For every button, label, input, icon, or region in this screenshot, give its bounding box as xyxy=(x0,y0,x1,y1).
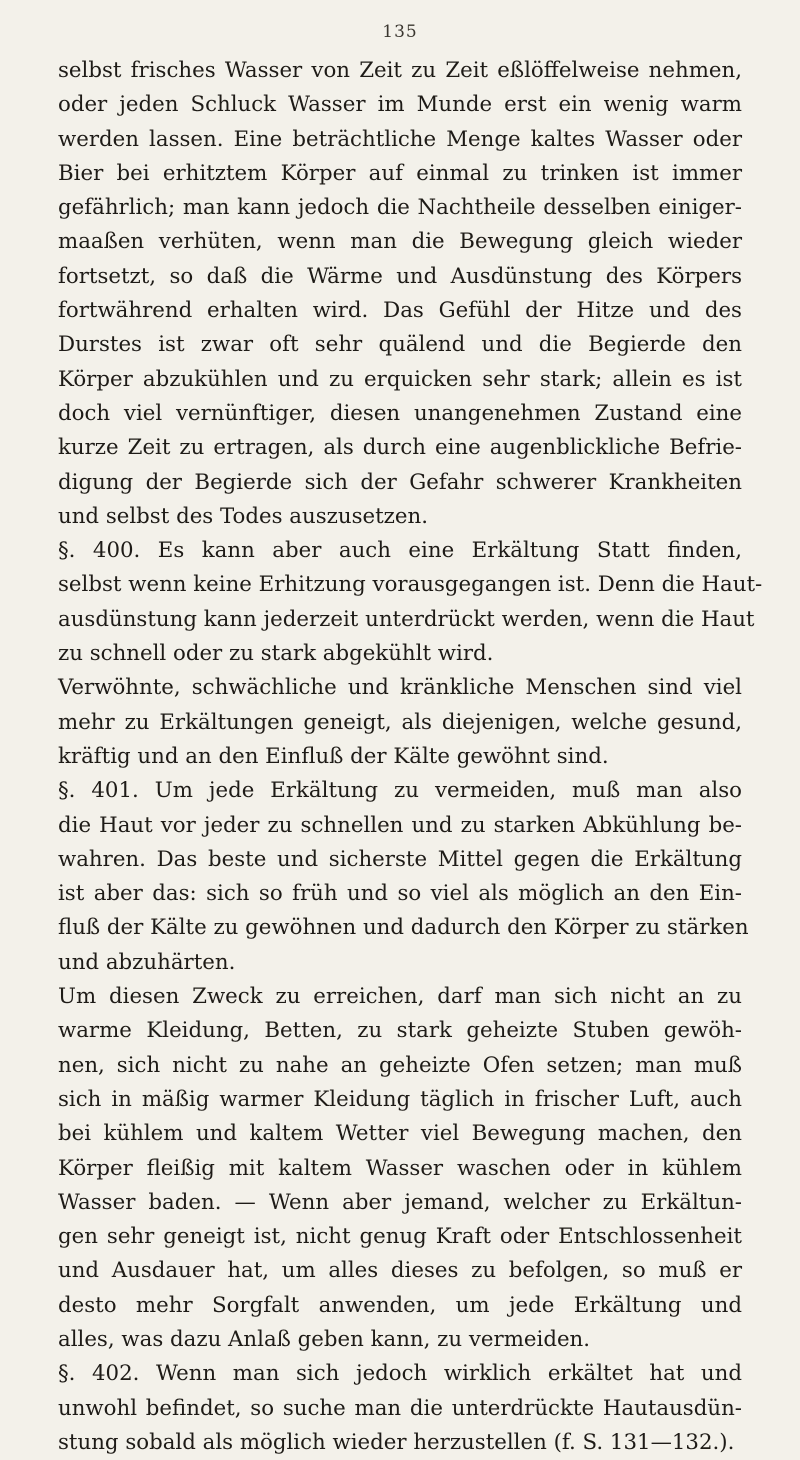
text-line: §. 400. Es kann aber auch eine Erkältung Statt finden, xyxy=(58,538,742,564)
text-line: Um diesen Zweck zu erreichen, darf man sich nicht an zu xyxy=(58,984,742,1010)
text-line: und abzuhärten. xyxy=(58,949,236,975)
text-line: alles, was dazu Anlaß geben kann, zu vermeiden. xyxy=(58,1326,591,1352)
text-line: fortwährend erhalten wird. Das Gefühl der Hitze und des xyxy=(58,298,742,324)
text-line: und selbst des Todes auszusetzen. xyxy=(58,503,428,529)
text-line: gefährlich; man kann jedoch die Nachtheile desselben einiger- xyxy=(58,195,742,221)
text-line: fortsetzt, so daß die Wärme und Ausdünstung des Körpers xyxy=(58,263,742,289)
text-line: sich in mäßig warmer Kleidung täglich in frischer Luft, auch xyxy=(58,1086,742,1112)
text-line: werden lassen. Eine beträchtliche Menge kaltes Wasser oder xyxy=(58,126,742,152)
text-line: warme Kleidung, Betten, zu stark geheizte Stuben gewöh- xyxy=(58,1018,742,1044)
paragraph xyxy=(58,54,742,534)
text-line: unwohl befindet, so suche man die unterdrückte Hautausdün- xyxy=(58,1395,742,1421)
paragraph xyxy=(58,671,742,774)
text-line: kurze Zeit zu ertragen, als durch eine augenblickliche Befrie- xyxy=(58,435,742,461)
text-line: die Haut vor jeder zu schnellen und zu starken Abkühlung be- xyxy=(58,812,742,838)
text-line: stung sobald als möglich wieder herzustellen (f. S. 131—132.). xyxy=(58,1429,735,1455)
text-line: desto mehr Sorgfalt anwenden, um jede Erkältung und xyxy=(58,1292,742,1318)
paragraph xyxy=(58,774,749,980)
paragraph xyxy=(58,980,742,1357)
text-line: wahren. Das beste und sicherste Mittel gegen die Erkältung xyxy=(58,846,742,872)
text-line: oder jeden Schluck Wasser im Munde erst ein wenig warm xyxy=(58,92,742,118)
paragraph xyxy=(58,1357,742,1460)
text-line: §. 401. Um jede Erkältung zu vermeiden, muß man also xyxy=(58,778,742,804)
text-line: Bier bei erhitztem Körper auf einmal zu trinken ist immer xyxy=(58,160,742,186)
text-line: selbst frisches Wasser von Zeit zu Zeit eßlöffelweise nehmen, xyxy=(58,58,742,83)
text-line: Wasser baden. — Wenn aber jemand, welcher zu Erkältun- xyxy=(58,1189,742,1215)
text-line: zu schnell oder zu stark abgekühlt wird. xyxy=(58,641,494,667)
text-line: Körper fleißig mit kaltem Wasser waschen oder in kühlem xyxy=(58,1155,742,1181)
body-text xyxy=(58,54,763,1460)
text-line: Verwöhnte, schwächliche und kränkliche Menschen sind viel xyxy=(58,675,742,701)
text-line: ist aber das: sich so früh und so viel als möglich an den Ein- xyxy=(58,881,742,907)
text-line: bei kühlem und kaltem Wetter viel Bewegung machen, den xyxy=(58,1121,742,1147)
text-line: fluß der Kälte zu gewöhnen und dadurch den Körper zu stärken xyxy=(58,915,749,941)
paragraph xyxy=(58,534,763,671)
text-line: Durstes ist zwar oft sehr quälend und die Begierde den xyxy=(58,332,742,358)
page-number: 135 xyxy=(382,22,418,42)
text-line: §. 402. Wenn man sich jedoch wirklich erkältet hat und xyxy=(58,1361,742,1387)
text-line: maaßen verhüten, wenn man die Bewegung gleich wieder xyxy=(58,229,742,255)
text-line: ausdünstung kann jederzeit unterdrückt werden, wenn die Haut xyxy=(58,606,755,632)
text-line: doch viel vernünftiger, diesen unangenehmen Zustand eine xyxy=(58,400,742,426)
text-line: gen sehr geneigt ist, nicht genug Kraft oder Entschlossenheit xyxy=(58,1224,742,1250)
text-line: digung der Begierde sich der Gefahr schwerer Krankheiten xyxy=(58,469,742,495)
text-line: und Ausdauer hat, um alles dieses zu befolgen, so muß er xyxy=(58,1258,742,1284)
text-line: selbst wenn keine Erhitzung vorausgegangen ist. Denn die Haut- xyxy=(58,572,763,598)
text-line: mehr zu Erkältungen geneigt, als diejenigen, welche gesund, xyxy=(58,709,742,735)
text-line: Körper abzukühlen und zu erquicken sehr stark; allein es ist xyxy=(58,366,742,392)
text-line: nen, sich nicht zu nahe an geheizte Ofen setzen; man muß xyxy=(58,1052,742,1078)
text-line: kräftig und an den Einfluß der Kälte gewöhnt sind. xyxy=(58,743,609,769)
